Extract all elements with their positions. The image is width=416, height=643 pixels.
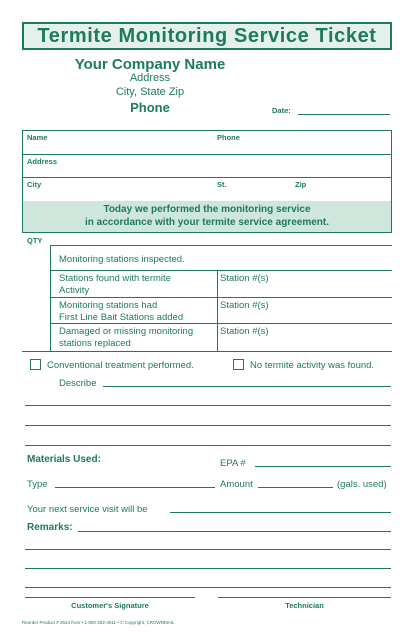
company-name: Your Company Name [74, 56, 226, 73]
zip-label: Zip [295, 180, 307, 189]
customer-signature-label: Customer's Signature [71, 601, 149, 610]
amount-label: Amount [220, 479, 253, 490]
gals-label: (gals. used) [337, 479, 387, 490]
technician-signature-label: Technician [285, 601, 324, 610]
remarks-label: Remarks: [27, 522, 73, 533]
type-field[interactable] [55, 477, 215, 488]
form-title: Termite Monitoring Service Ticket [22, 22, 392, 50]
table-top-border [22, 232, 392, 233]
remarks-line[interactable] [25, 540, 391, 550]
row-damaged-station: Station #(s) [220, 326, 269, 337]
type-label: Type [27, 479, 48, 490]
banner-line-1: Today we performed the monitoring service [103, 204, 311, 215]
describe-line[interactable] [25, 396, 391, 406]
describe-label: Describe [59, 378, 97, 389]
conventional-treatment-checkbox[interactable] [30, 359, 41, 370]
customer-signature-line[interactable] [25, 586, 195, 598]
remarks-line[interactable] [78, 520, 391, 532]
materials-heading: Materials Used: [27, 454, 101, 465]
table-row-divider [50, 297, 392, 298]
company-city-state-zip: City, State Zip [115, 86, 185, 98]
qty-column-divider [50, 245, 51, 351]
customer-row-divider [22, 177, 392, 178]
name-field[interactable] [22, 140, 392, 154]
station-column-divider [217, 270, 218, 351]
date-field[interactable] [298, 104, 390, 115]
row-bait-stations-line2: First Line Bait Stations added [59, 312, 184, 323]
amount-field[interactable] [258, 477, 333, 488]
epa-label: EPA # [220, 458, 246, 469]
row-bait-stations-station: Station #(s) [220, 300, 269, 311]
row-termite-activity-station: Station #(s) [220, 273, 269, 284]
company-address: Address [129, 72, 171, 84]
no-activity-label: No termite activity was found. [250, 360, 375, 371]
state-label: St. [217, 180, 227, 189]
remarks-line[interactable] [25, 559, 391, 569]
address-label: Address [27, 157, 58, 166]
table-row-divider [50, 323, 392, 324]
describe-line[interactable] [25, 416, 391, 426]
row-termite-activity-line2: Activity [59, 285, 90, 296]
table-row-divider [50, 245, 392, 246]
date-label: Date: [272, 106, 291, 115]
row-termite-activity-line1: Stations found with termite [59, 273, 171, 284]
banner-line-2: in accordance with your termite service agreement. [85, 217, 329, 228]
service-banner [22, 201, 392, 232]
customer-row-divider [22, 154, 392, 155]
phone-label: Phone [217, 133, 240, 142]
table-row-divider [50, 270, 392, 271]
describe-line[interactable] [103, 376, 391, 387]
conventional-treatment-label: Conventional treatment performed. [47, 360, 194, 371]
qty-label: QTY [27, 236, 43, 245]
city-label: City [27, 180, 42, 189]
technician-signature-line[interactable] [218, 586, 391, 598]
next-visit-label: Your next service visit will be [27, 504, 148, 515]
table-bottom-border [22, 351, 392, 352]
row-bait-stations-line1: Monitoring stations had [59, 300, 158, 311]
next-visit-field[interactable] [170, 502, 391, 513]
row-damaged-line1: Damaged or missing monitoring [59, 326, 194, 337]
row-damaged-line2: stations replaced [59, 338, 131, 349]
describe-line[interactable] [25, 436, 391, 446]
name-label: Name [27, 133, 48, 142]
no-activity-checkbox[interactable] [233, 359, 244, 370]
company-phone: Phone [130, 100, 170, 115]
city-field[interactable] [22, 187, 392, 201]
row-stations-inspected: Monitoring stations inspected. [59, 254, 185, 265]
epa-field[interactable] [255, 456, 391, 467]
address-field[interactable] [22, 164, 392, 177]
reorder-footer: Reorder Product # 2644 from • 1-800-252-4011 • © Copyright, CROWNMAIL [22, 620, 175, 625]
